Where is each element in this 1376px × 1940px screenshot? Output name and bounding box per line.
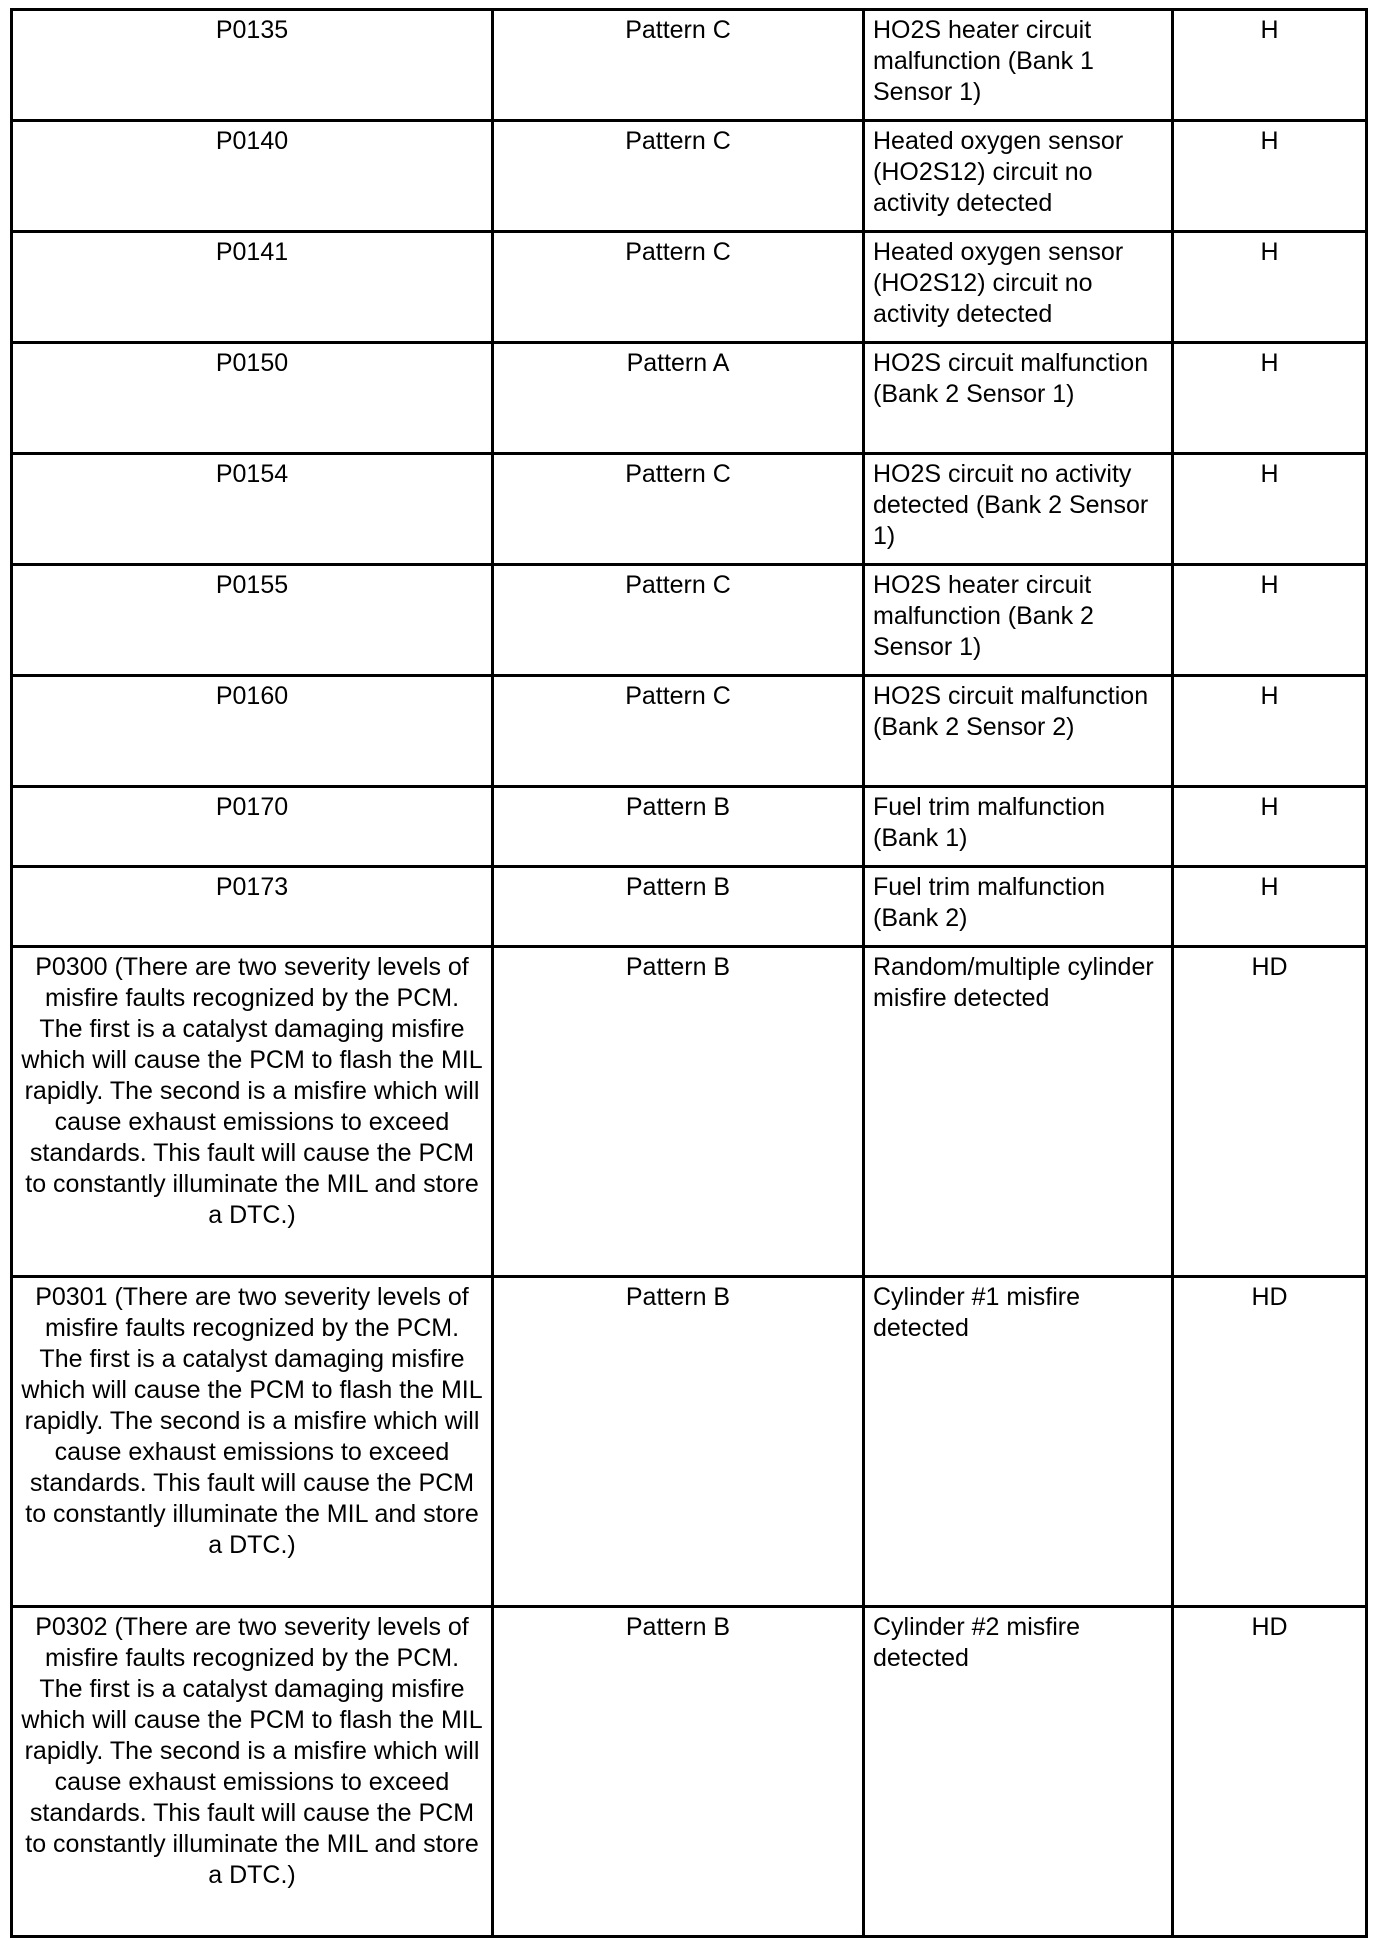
type-cell: HD [1173,1277,1367,1607]
pattern-cell: Pattern B [493,1607,864,1937]
table-row [12,1607,1367,1937]
pattern-cell: Pattern B [493,867,864,947]
table-row [12,676,1367,787]
dtc-code-cell: P0173 [12,867,493,947]
dtc-code-cell: P0301 (There are two severity levels of misfire faults recognized by the PCM. The first is a catalyst damaging misfire which will cause the PCM to flash the MIL rapidly. The second is a misfire which will cause exhaust emissions to exceed standards. This fault will cause the PCM to constantly illuminate the MIL and store a DTC.) [12,1277,493,1607]
description-cell: Fuel trim malfunction (Bank 1) [864,787,1173,867]
table-row [12,867,1367,947]
table-row [12,10,1367,121]
description-cell: Heated oxygen sensor (HO2S12) circuit no activity detected [864,232,1173,343]
table-row [12,947,1367,1277]
type-cell: H [1173,10,1367,121]
pattern-cell: Pattern B [493,947,864,1277]
dtc-code-cell: P0154 [12,454,493,565]
pattern-cell: Pattern C [493,565,864,676]
type-cell: H [1173,676,1367,787]
type-cell: HD [1173,1607,1367,1937]
table-row [12,454,1367,565]
dtc-code-cell: P0302 (There are two severity levels of misfire faults recognized by the PCM. The first is a catalyst damaging misfire which will cause the PCM to flash the MIL rapidly. The second is a misfire which will cause exhaust emissions to exceed standards. This fault will cause the PCM to constantly illuminate the MIL and store a DTC.) [12,1607,493,1937]
pattern-cell: Pattern C [493,676,864,787]
dtc-code-cell: P0155 [12,565,493,676]
table-row [12,121,1367,232]
type-cell: H [1173,454,1367,565]
dtc-code-cell: P0160 [12,676,493,787]
description-cell: HO2S heater circuit malfunction (Bank 1 Sensor 1) [864,10,1173,121]
description-cell: HO2S circuit malfunction (Bank 2 Sensor 1) [864,343,1173,454]
pattern-cell: Pattern C [493,232,864,343]
type-cell: H [1173,343,1367,454]
table-row [12,565,1367,676]
type-cell: H [1173,565,1367,676]
description-cell: Cylinder #2 misfire detected [864,1607,1173,1937]
pattern-cell: Pattern B [493,1277,864,1607]
description-cell: HO2S heater circuit malfunction (Bank 2 Sensor 1) [864,565,1173,676]
dtc-code-cell: P0135 [12,10,493,121]
type-cell: H [1173,787,1367,867]
table-row [12,232,1367,343]
dtc-code-cell: P0140 [12,121,493,232]
table-row [12,1277,1367,1607]
description-cell: Random/multiple cylinder misfire detected [864,947,1173,1277]
pattern-cell: Pattern A [493,343,864,454]
description-cell: Fuel trim malfunction (Bank 2) [864,867,1173,947]
type-cell: HD [1173,947,1367,1277]
dtc-table [10,8,1368,1938]
document-page [10,8,1365,1938]
type-cell: H [1173,121,1367,232]
pattern-cell: Pattern C [493,454,864,565]
description-cell: Heated oxygen sensor (HO2S12) circuit no activity detected [864,121,1173,232]
pattern-cell: Pattern C [493,10,864,121]
description-cell: HO2S circuit no activity detected (Bank 2 Sensor 1) [864,454,1173,565]
table-row [12,787,1367,867]
type-cell: H [1173,867,1367,947]
description-cell: Cylinder #1 misfire detected [864,1277,1173,1607]
table-row [12,343,1367,454]
type-cell: H [1173,232,1367,343]
dtc-code-cell: P0150 [12,343,493,454]
dtc-code-cell: P0300 (There are two severity levels of misfire faults recognized by the PCM. The first is a catalyst damaging misfire which will cause the PCM to flash the MIL rapidly. The second is a misfire which will cause exhaust emissions to exceed standards. This fault will cause the PCM to constantly illuminate the MIL and store a DTC.) [12,947,493,1277]
description-cell: HO2S circuit malfunction (Bank 2 Sensor 2) [864,676,1173,787]
pattern-cell: Pattern B [493,787,864,867]
dtc-code-cell: P0141 [12,232,493,343]
dtc-code-cell: P0170 [12,787,493,867]
pattern-cell: Pattern C [493,121,864,232]
